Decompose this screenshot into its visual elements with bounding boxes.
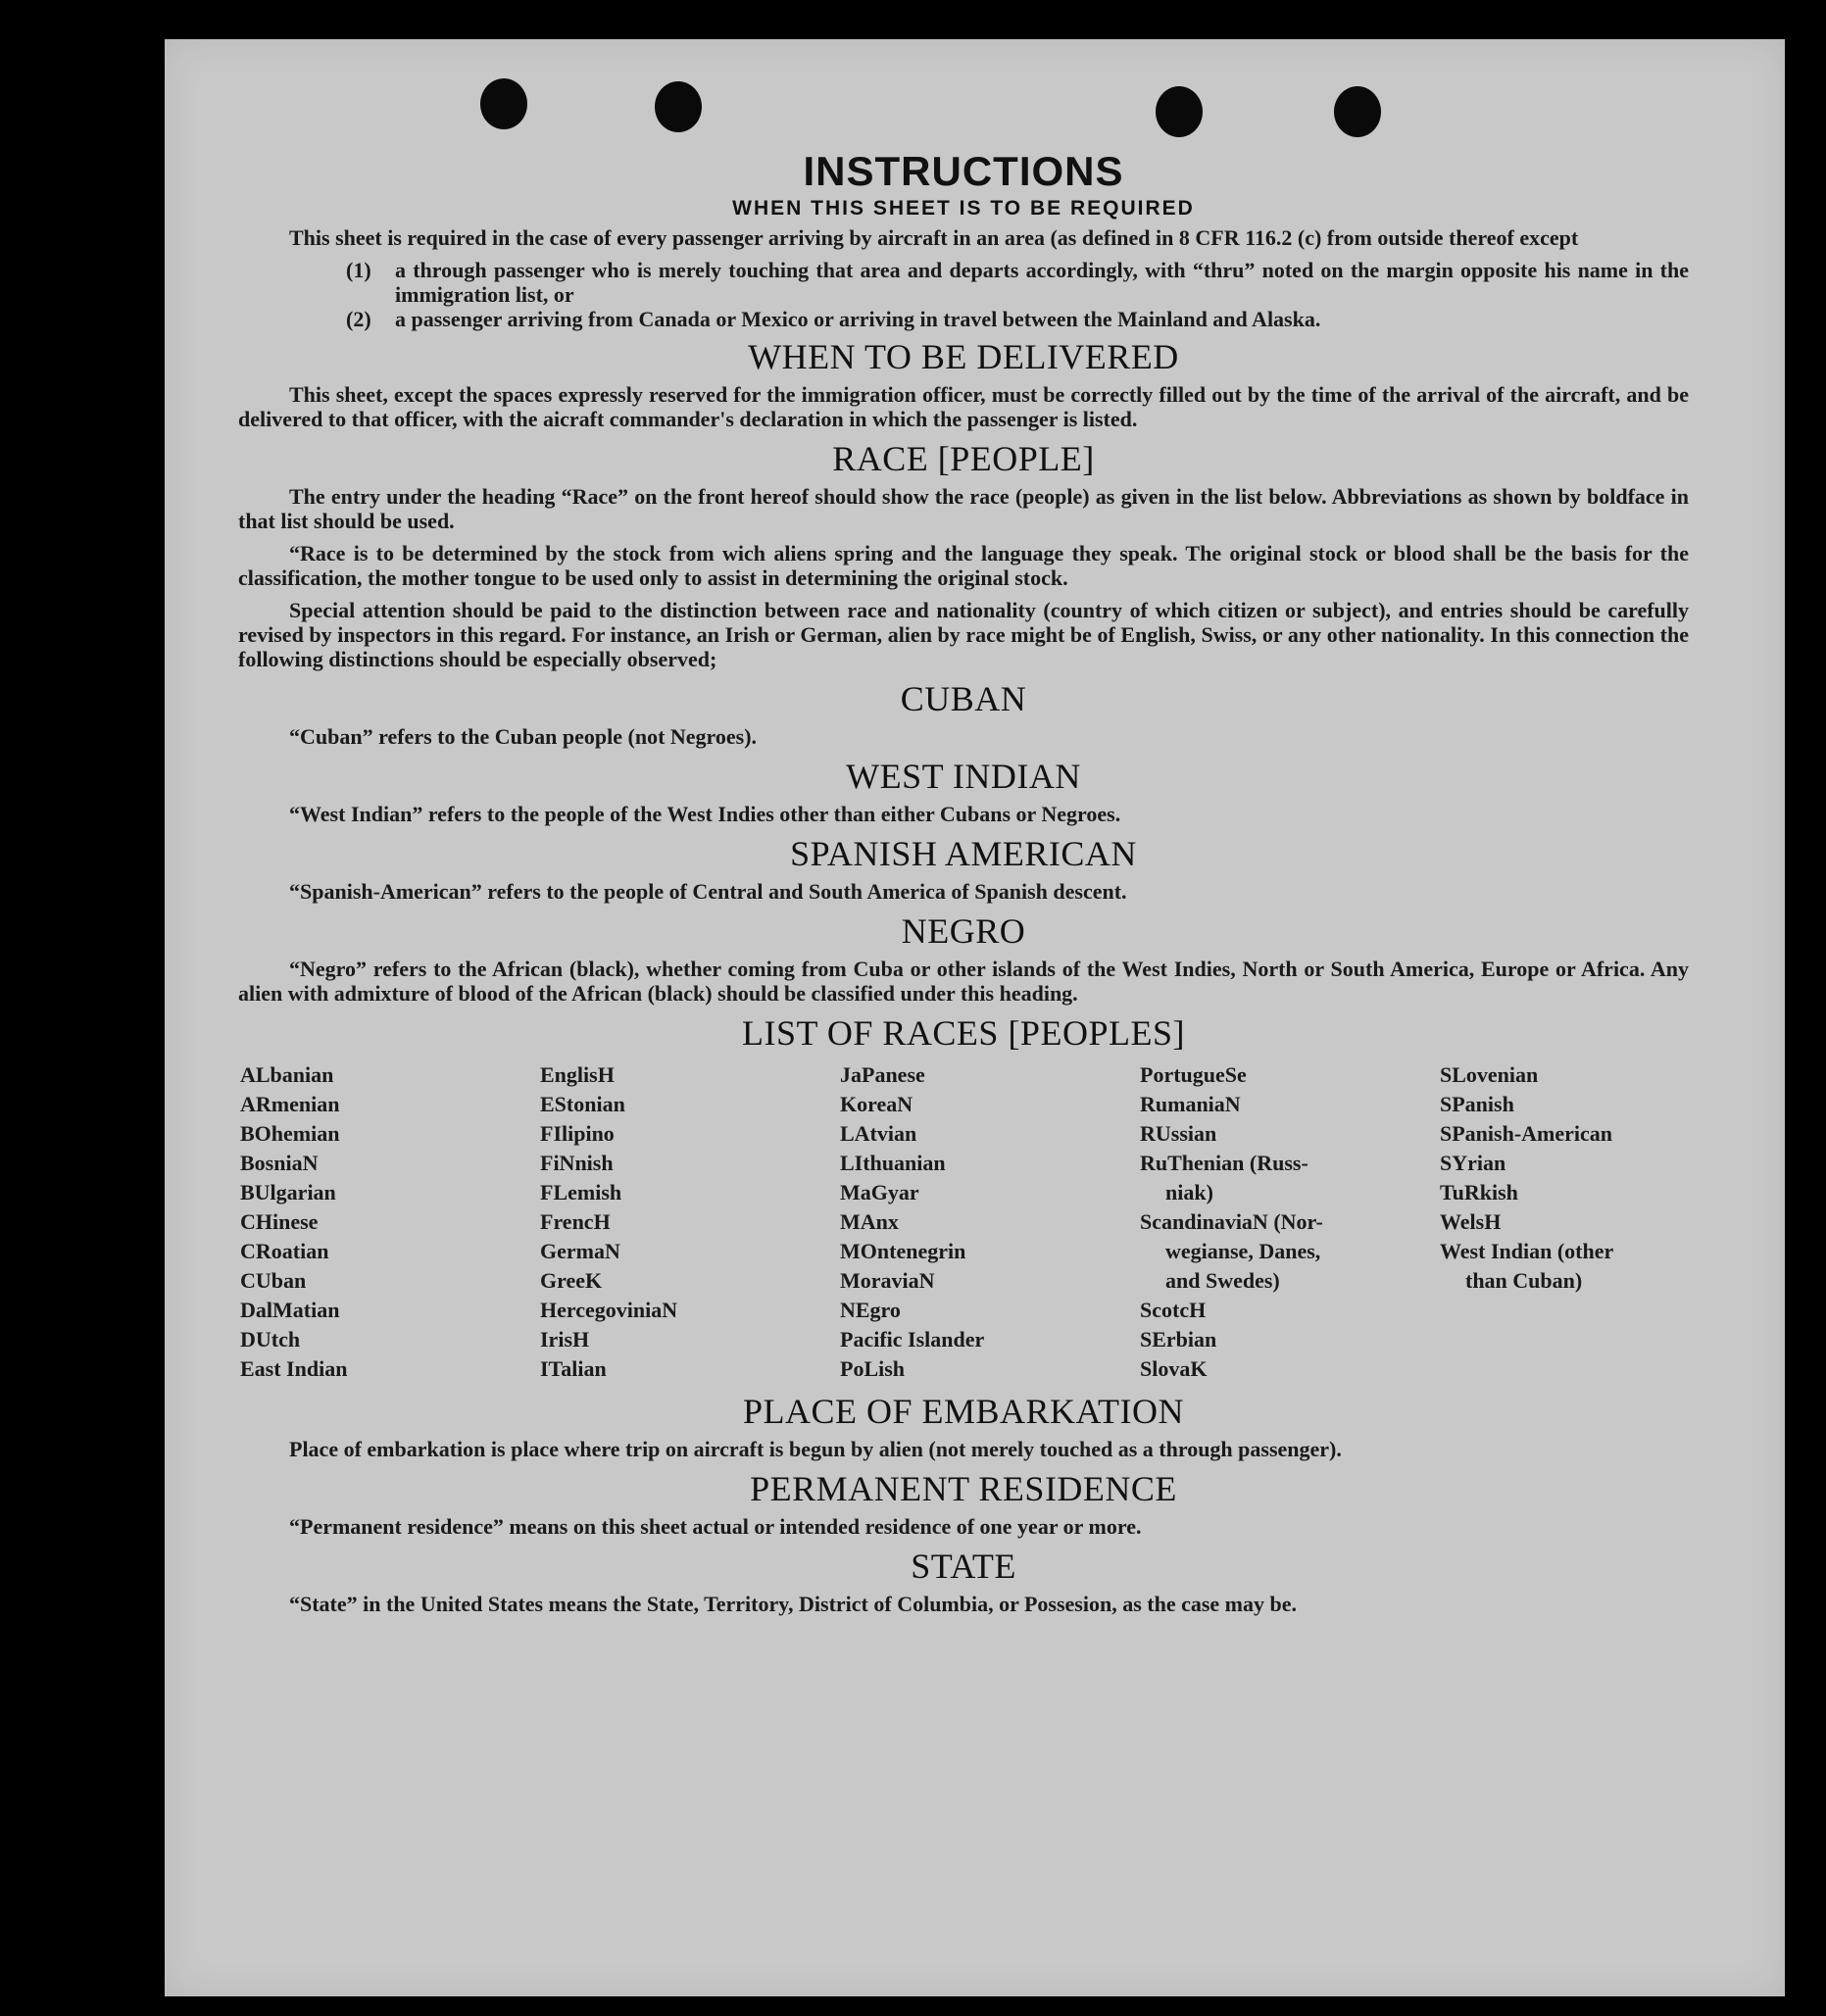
race-entry: East Indian [240, 1356, 348, 1381]
race-entry: ScandinaviaN (Nor- [1140, 1209, 1323, 1234]
race-entry: SLovenian [1440, 1062, 1539, 1087]
section-heading-west-indian: WEST INDIAN [846, 757, 1081, 796]
race-entry: BUlgarian [240, 1180, 336, 1205]
section-heading-delivered: WHEN TO BE DELIVERED [748, 337, 1179, 376]
race-entry: CHinese [240, 1209, 319, 1234]
races-column [540, 1060, 840, 1384]
section-heading-race: RACE [PEOPLE] [832, 439, 1095, 478]
negro-text: “Negro” refers to the African (black), whether coming from Cuba or other islands of the West Indies, North or South America, Europe or Africa. Any alien with admixture of blood of the African (black) should be classified under this heading. [238, 957, 1689, 1006]
section-heading-residence: PERMANENT RESIDENCE [750, 1469, 1177, 1508]
race-entry: PoLish [840, 1356, 906, 1381]
race-entry: WelsH [1440, 1209, 1502, 1234]
spanish-american-text: “Spanish-American” refers to the people of Central and South America of Spanish descent. [289, 879, 1127, 904]
race-entry: SYrian [1440, 1151, 1506, 1175]
race-entry: EStonian [540, 1092, 625, 1116]
race-entry: FrencH [540, 1209, 611, 1234]
race-paragraph-3: Special attention should be paid to the distinction between race and nationality (country of which citizen or subject), and entries should be carefully revised by inspectors in this regard. For instance, an Irish or German, alien by race might be of English, Swiss, or any other nationality. In this connection the following distinctions should be especially observed; [238, 598, 1689, 671]
punch-hole [1334, 86, 1381, 137]
race-entry: MAnx [840, 1209, 899, 1234]
race-entry: GermaN [540, 1239, 620, 1263]
race-entry: ScotcH [1140, 1298, 1207, 1322]
race-entry: RuThenian (Russ- [1140, 1151, 1308, 1175]
races-column [1440, 1060, 1691, 1384]
section-heading-embarkation: PLACE OF EMBARKATION [742, 1392, 1185, 1431]
section-heading-spanish-american: SPANISH AMERICAN [790, 834, 1137, 873]
race-entry-continued: niak) [1165, 1180, 1213, 1205]
instructions-content [238, 149, 1689, 1624]
race-entry: HercegoviniaN [540, 1298, 678, 1322]
exception-text: a through passenger who is merely touching that area and departs accordingly, with “thru” noted on the margin opposite his name in the immigration list, or [395, 258, 1689, 307]
section-heading-state: STATE [911, 1547, 1016, 1586]
race-entry: SPanish [1440, 1092, 1514, 1116]
document-sheet [165, 39, 1785, 1996]
embarkation-text: Place of embarkation is place where trip on aircraft is begun by alien (not merely touched as a through passenger). [289, 1437, 1342, 1461]
race-entry: FiNnish [540, 1151, 614, 1175]
race-entry: LIthuanian [840, 1151, 946, 1175]
race-entry: NEgro [840, 1298, 901, 1322]
race-entry: BosniaN [240, 1151, 319, 1175]
race-entry: JaPanese [840, 1062, 925, 1087]
residence-text: “Permanent residence” means on this sheet actual or intended residence of one year or more. [289, 1514, 1142, 1539]
section-heading-list-of-races: LIST OF RACES [PEOPLES] [742, 1013, 1185, 1053]
delivered-text: This sheet, except the spaces expressly reserved for the immigration officer, must be correctly filled out by the time of the arrival of the aircraft, and be delivered to that officer, with the aicraft commander's declaration in which the passenger is listed. [238, 382, 1689, 431]
race-entry: CRoatian [240, 1239, 329, 1263]
race-paragraph-1: The entry under the heading “Race” on the front hereof should show the race (people) as given in the list below. Abbreviations as shown by boldface in that list should be used. [238, 484, 1689, 533]
race-entry-continued: than Cuban) [1465, 1268, 1583, 1293]
race-entry: BOhemian [240, 1121, 340, 1146]
exception-number: (2) [346, 307, 371, 331]
page-title: INSTRUCTIONS [803, 148, 1124, 194]
race-entry-continued: wegianse, Danes, [1165, 1239, 1321, 1263]
required-intro: This sheet is required in the case of every passenger arriving by aircraft in an area (as defined in 8 CFR 116.2 (c) from outside thereof except [289, 225, 1579, 250]
exception-item [346, 258, 1689, 307]
races-column [840, 1060, 1140, 1384]
race-entry: MoraviaN [840, 1268, 935, 1293]
page-subtitle: WHEN THIS SHEET IS TO BE REQUIRED [732, 197, 1195, 220]
race-entry: West Indian (other [1440, 1239, 1614, 1263]
cuban-text: “Cuban” refers to the Cuban people (not Negroes). [289, 724, 758, 749]
race-paragraph-2: “Race is to be determined by the stock from wich aliens spring and the language they speak. The original stock or blood shall be the basis for the classification, the mother tongue to be used only to assist in determining the original stock. [238, 541, 1689, 590]
race-entry: FLemish [540, 1180, 622, 1205]
section-heading-negro: NEGRO [901, 911, 1026, 951]
race-entry: RumaniaN [1140, 1092, 1241, 1116]
race-entry: PortugueSe [1140, 1062, 1247, 1087]
state-text: “State” in the United States means the State, Territory, District of Columbia, or Possesion, as the case may be. [289, 1592, 1298, 1616]
race-entry: ITalian [540, 1356, 607, 1381]
punch-hole [480, 78, 527, 129]
races-column [240, 1060, 540, 1384]
exception-item [346, 307, 1689, 331]
race-entry: EnglisH [540, 1062, 615, 1087]
race-entry: TuRkish [1440, 1180, 1518, 1205]
race-entry: ALbanian [240, 1062, 334, 1087]
race-entry: IrisH [540, 1327, 590, 1352]
race-entry: CUban [240, 1268, 307, 1293]
race-entry: Pacific Islander [840, 1327, 985, 1352]
race-entry: LAtvian [840, 1121, 917, 1146]
race-entry: RUssian [1140, 1121, 1217, 1146]
race-entry: DUtch [240, 1327, 301, 1352]
race-entry: FIlipino [540, 1121, 615, 1146]
exception-number: (1) [346, 258, 371, 282]
race-entry: DalMatian [240, 1298, 340, 1322]
race-entry: ARmenian [240, 1092, 340, 1116]
races-list [240, 1060, 1689, 1384]
race-entry: MOntenegrin [840, 1239, 966, 1263]
section-heading-cuban: CUBAN [900, 679, 1027, 718]
punch-hole [1156, 86, 1203, 137]
race-entry: MaGyar [840, 1180, 919, 1205]
race-entry: SlovaK [1140, 1356, 1208, 1381]
west-indian-text: “West Indian” refers to the people of the West Indies other than either Cubans or Negroes. [289, 802, 1121, 826]
exception-text: a passenger arriving from Canada or Mexico or arriving in travel between the Mainland and Alaska. [395, 307, 1321, 331]
race-entry: GreeK [540, 1268, 603, 1293]
race-entry-continued: and Swedes) [1165, 1268, 1280, 1293]
races-column [1140, 1060, 1440, 1384]
punch-hole [655, 81, 702, 132]
race-entry: SPanish-American [1440, 1121, 1612, 1146]
race-entry: SErbian [1140, 1327, 1217, 1352]
race-entry: KoreaN [840, 1092, 913, 1116]
